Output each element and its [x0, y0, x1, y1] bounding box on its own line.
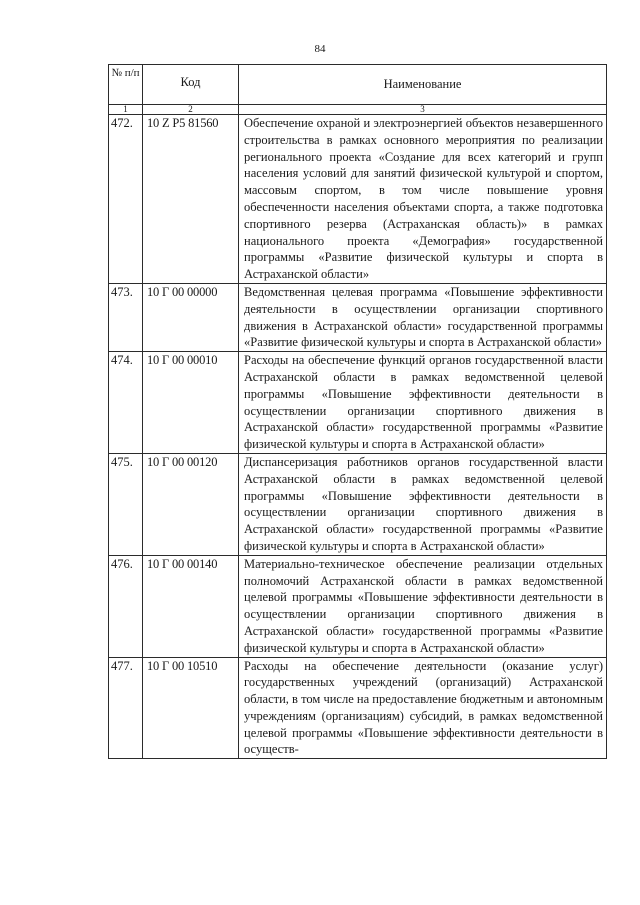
- table-row: [109, 352, 607, 454]
- row-number: 476.: [109, 555, 143, 657]
- header-name: Наименование: [239, 65, 607, 105]
- row-number: 472.: [109, 115, 143, 284]
- budget-classification-table: [108, 64, 607, 759]
- table-row: [109, 657, 607, 759]
- row-name: Ведомственная целевая программа «Повышение эффективности деятельности в осуществлении организации спортивного движения в Астраханской области» государственной программы «Развитие физической культуры и спорта в Астраханской области»: [239, 283, 607, 351]
- table-header-row: [109, 65, 607, 105]
- column-index: 2: [143, 105, 239, 115]
- column-index: 3: [239, 105, 607, 115]
- row-name: Расходы на обеспечение функций органов государственной власти Астраханской области в рамках ведомственной целевой программы «Повышение эффективности деятельности в осуществлении организации спортивного движения в Астраханской области» государственной программы «Развитие физической культуры и спорта в Астраханской области»: [239, 352, 607, 454]
- row-code: 10 Г 00 00140: [143, 555, 239, 657]
- row-code: 10 Z P5 81560: [143, 115, 239, 284]
- table-row: [109, 555, 607, 657]
- column-index-row: [109, 105, 607, 115]
- table-row: [109, 453, 607, 555]
- row-code: 10 Г 00 00010: [143, 352, 239, 454]
- row-code: 10 Г 00 00120: [143, 453, 239, 555]
- page-number: 84: [314, 43, 326, 55]
- column-index: 1: [109, 105, 143, 115]
- row-code: 10 Г 00 10510: [143, 657, 239, 759]
- row-name: Материально-техническое обеспечение реализации отдельных полномочий Астраханской области в рамках ведомственной целевой программы «Повышение эффективности деятельности в осуществлении организации спортивного движения в Астраханской области» государственной программы «Развитие физической культуры и спорта в Астраханской области»: [239, 555, 607, 657]
- header-number: № п/п: [109, 65, 143, 105]
- row-number: 473.: [109, 283, 143, 351]
- row-name: Расходы на обеспечение деятельности (оказание услуг) государственных учреждений (организаций) Астраханской области, в том числе на предоставление бюджетным и автономным учреждениям (организациям) субсидий, в рамках ведомственной целевой программы «Повышение эффективности деятельности в осуществ-: [239, 657, 607, 759]
- row-number: 474.: [109, 352, 143, 454]
- row-number: 477.: [109, 657, 143, 759]
- row-name: Обеспечение охраной и электроэнергией объектов незавершенного строительства в рамках основного мероприятия по реализации регионального проекта «Создание для всех категорий и групп населения условий для занятий физической культурой и спортом, массовым спортом, в том числе повышение уровня обеспеченности населения объектами спорта, а также подготовка спортивного резерва (Астраханская область)» в рамках национального проекта «Демография» государственной программы «Развитие физической культуры и спорта в Астраханской области»: [239, 115, 607, 284]
- row-code: 10 Г 00 00000: [143, 283, 239, 351]
- table-row: [109, 283, 607, 351]
- header-code: Код: [143, 65, 239, 105]
- row-name: Диспансеризация работников органов государственной власти Астраханской области в рамках ведомственной целевой программы «Повышение эффективности деятельности в осуществлении организации спортивного движения в Астраханской области» государственной программы «Развитие физической культуры и спорта в Астраханской области»: [239, 453, 607, 555]
- table-row: [109, 115, 607, 284]
- row-number: 475.: [109, 453, 143, 555]
